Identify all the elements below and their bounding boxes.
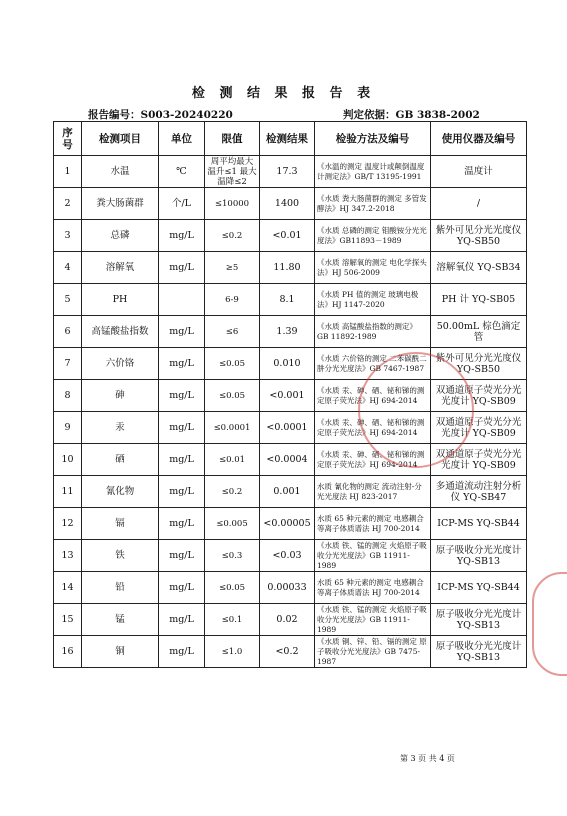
cell-item: 铜 xyxy=(82,636,159,668)
cell-method: 水质 65 种元素的测定 电感耦合等离子体质谱法 HJ 700-2014 xyxy=(315,572,431,604)
table-row xyxy=(54,316,527,348)
cell-item: 镉 xyxy=(82,508,159,540)
cell-result: <0.0004 xyxy=(260,444,315,476)
cell-instrument: 温度计 xyxy=(431,156,527,188)
cell-result: <0.00005 xyxy=(260,508,315,540)
cell-method: 《水质 高锰酸盐指数的测定》GB 11892-1989 xyxy=(315,316,431,348)
cell-method: 《水质 PH 值的测定 玻璃电极法》HJ 1147-2020 xyxy=(315,284,431,316)
cell-result: 8.1 xyxy=(260,284,315,316)
cell-item: PH xyxy=(82,284,159,316)
cell-instrument: 溶解氧仪 YQ-SB34 xyxy=(431,252,527,284)
cell-instrument: 双通道原子荧光分光光度计 YQ-SB09 xyxy=(431,380,527,412)
cell-limit: ≤0.0001 xyxy=(205,412,260,444)
table-row xyxy=(54,508,527,540)
cell-limit: ≥5 xyxy=(205,252,260,284)
cell-unit: mg/L xyxy=(159,412,205,444)
cell-unit: mg/L xyxy=(159,380,205,412)
header-unit: 单位 xyxy=(159,122,205,156)
cell-no: 4 xyxy=(54,252,82,284)
table-row xyxy=(54,220,527,252)
cell-item: 粪大肠菌群 xyxy=(82,188,159,220)
report-title: 检 测 结 果 报 告 表 xyxy=(191,86,376,101)
cell-limit: ≤0.01 xyxy=(205,444,260,476)
cell-limit: ≤10000 xyxy=(205,188,260,220)
cell-limit: ≤1.0 xyxy=(205,636,260,668)
table-row xyxy=(54,188,527,220)
cell-instrument: 紫外可见分光光度仪 YQ-SB50 xyxy=(431,348,527,380)
cell-unit: mg/L xyxy=(159,604,205,636)
table-row xyxy=(54,540,527,572)
cell-no: 2 xyxy=(54,188,82,220)
cell-item: 硒 xyxy=(82,444,159,476)
page-footer: 第 3 页 共 4 页 xyxy=(400,754,455,763)
cell-limit: 周平均最大温升≤1 最大温降≤2 xyxy=(205,156,260,188)
table-row xyxy=(54,156,527,188)
cell-instrument: 紫外可见分光光度仪 YQ-SB50 xyxy=(431,220,527,252)
cell-result: 1.39 xyxy=(260,316,315,348)
cell-instrument: 多通道流动注射分析仪 YQ-SB47 xyxy=(431,476,527,508)
header-method: 检验方法及编号 xyxy=(315,122,431,156)
cell-method: 《水质 铁、锰的测定 火焰原子吸收分光光度法》GB 11911-1989 xyxy=(315,604,431,636)
cell-no: 5 xyxy=(54,284,82,316)
cell-no: 7 xyxy=(54,348,82,380)
cell-no: 1 xyxy=(54,156,82,188)
cell-limit: ≤0.05 xyxy=(205,572,260,604)
cell-result: 11.80 xyxy=(260,252,315,284)
cell-unit: mg/L xyxy=(159,220,205,252)
cell-no: 16 xyxy=(54,636,82,668)
header-result: 检测结果 xyxy=(260,122,315,156)
cell-no: 6 xyxy=(54,316,82,348)
cell-unit: mg/L xyxy=(159,636,205,668)
cell-method: 《水质 溶解氧的测定 电化学探头法》HJ 506-2009 xyxy=(315,252,431,284)
cell-item: 水温 xyxy=(82,156,159,188)
cell-item: 汞 xyxy=(82,412,159,444)
table-row xyxy=(54,636,527,668)
cell-instrument: / xyxy=(431,188,527,220)
cell-item: 高锰酸盐指数 xyxy=(82,316,159,348)
cell-limit: ≤6 xyxy=(205,316,260,348)
cell-method: 《水温的测定 温度计或颠倒温度计测定法》GB/T 13195-1991 xyxy=(315,156,431,188)
cell-result: 0.010 xyxy=(260,348,315,380)
cell-method: 《水质 汞、砷、硒、铋和锑的测定原子荧光法》HJ 694-2014 xyxy=(315,380,431,412)
cell-unit: mg/L xyxy=(159,348,205,380)
cell-result: <0.001 xyxy=(260,380,315,412)
cell-instrument: 原子吸收分光光度计 YQ-SB13 xyxy=(431,540,527,572)
cell-limit: ≤0.005 xyxy=(205,508,260,540)
cell-no: 9 xyxy=(54,412,82,444)
cell-no: 15 xyxy=(54,604,82,636)
cell-item: 铁 xyxy=(82,540,159,572)
cell-no: 8 xyxy=(54,380,82,412)
cell-item: 六价铬 xyxy=(82,348,159,380)
cell-no: 11 xyxy=(54,476,82,508)
table-row xyxy=(54,476,527,508)
table-row xyxy=(54,572,527,604)
cell-instrument: ICP-MS YQ-SB44 xyxy=(431,572,527,604)
report-number: 报告编号：S003-20240220 xyxy=(88,109,233,121)
cell-item: 溶解氧 xyxy=(82,252,159,284)
cell-result: <0.03 xyxy=(260,540,315,572)
cell-result: 0.001 xyxy=(260,476,315,508)
header-instrument: 使用仪器及编号 xyxy=(431,122,527,156)
cell-method: 《水质 六价铬的测定 二苯碳酰二肼分光光度法》GB 7467-1987 xyxy=(315,348,431,380)
cell-item: 锰 xyxy=(82,604,159,636)
cell-method: 《水质 汞、砷、硒、铋和锑的测定原子荧光法》HJ 694-2014 xyxy=(315,444,431,476)
table-row xyxy=(54,252,527,284)
cell-result: <0.0001 xyxy=(260,412,315,444)
cell-result: 0.00033 xyxy=(260,572,315,604)
cell-result: 17.3 xyxy=(260,156,315,188)
cell-item: 氰化物 xyxy=(82,476,159,508)
cell-limit: 6-9 xyxy=(205,284,260,316)
header-limit: 限值 xyxy=(205,122,260,156)
cell-result: 1400 xyxy=(260,188,315,220)
cell-limit: ≤0.2 xyxy=(205,220,260,252)
cell-method: 水质 氰化物的测定 流动注射-分光光度法 HJ 823-2017 xyxy=(315,476,431,508)
cell-method: 《水质 铁、锰的测定 火焰原子吸收分光光度法》GB 11911-1989 xyxy=(315,540,431,572)
cell-no: 10 xyxy=(54,444,82,476)
cell-result: 0.02 xyxy=(260,604,315,636)
cell-result: <0.01 xyxy=(260,220,315,252)
cell-unit xyxy=(159,284,205,316)
cell-no: 14 xyxy=(54,572,82,604)
cell-unit: mg/L xyxy=(159,316,205,348)
cell-unit: mg/L xyxy=(159,508,205,540)
header-no: 序 号 xyxy=(54,122,82,156)
cell-instrument: 双通道原子荧光分光光度计 YQ-SB09 xyxy=(431,444,527,476)
cell-instrument: PH 计 YQ-SB05 xyxy=(431,284,527,316)
cell-unit: mg/L xyxy=(159,252,205,284)
cell-unit: 个/L xyxy=(159,188,205,220)
cell-unit: mg/L xyxy=(159,572,205,604)
edge-seal-stamp xyxy=(532,572,567,676)
judgment-basis: 判定依据：GB 3838-2002 xyxy=(343,109,480,121)
cell-no: 13 xyxy=(54,540,82,572)
cell-result: <0.2 xyxy=(260,636,315,668)
cell-item: 铅 xyxy=(82,572,159,604)
cell-instrument: 原子吸收分光光度计 YQ-SB13 xyxy=(431,604,527,636)
cell-instrument: 双通道原子荧光分光光度计 YQ-SB09 xyxy=(431,412,527,444)
cell-limit: ≤0.05 xyxy=(205,380,260,412)
cell-unit: mg/L xyxy=(159,540,205,572)
cell-limit: ≤0.2 xyxy=(205,476,260,508)
cell-instrument: 50.00mL 棕色滴定管 xyxy=(431,316,527,348)
cell-no: 12 xyxy=(54,508,82,540)
header-item: 检测项目 xyxy=(82,122,159,156)
cell-item: 砷 xyxy=(82,380,159,412)
cell-method: 《水质 铜、锌、铅、镉的测定 原子吸收分光光度法》GB 7475-1987 xyxy=(315,636,431,668)
inspection-seal-stamp xyxy=(358,352,474,468)
cell-instrument: 原子吸收分光光度计 YQ-SB13 xyxy=(431,636,527,668)
cell-item: 总磷 xyxy=(82,220,159,252)
cell-limit: ≤0.1 xyxy=(205,604,260,636)
table-row xyxy=(54,604,527,636)
cell-method: 《水质 总磷的测定 钼酸铵分光光度法》GB11893－1989 xyxy=(315,220,431,252)
table-header-row xyxy=(54,122,527,156)
cell-unit: mg/L xyxy=(159,476,205,508)
cell-unit: ℃ xyxy=(159,156,205,188)
cell-unit: mg/L xyxy=(159,444,205,476)
cell-method: 水质 65 种元素的测定 电感耦合等离子体质谱法 HJ 700-2014 xyxy=(315,508,431,540)
cell-instrument: ICP-MS YQ-SB44 xyxy=(431,508,527,540)
cell-method: 《水质 粪大肠菌群的测定 多管发酵法》HJ 347.2-2018 xyxy=(315,188,431,220)
cell-method: 《水质 汞、砷、硒、铋和锑的测定原子荧光法》HJ 694-2014 xyxy=(315,412,431,444)
cell-limit: ≤0.3 xyxy=(205,540,260,572)
table-row xyxy=(54,284,527,316)
cell-no: 3 xyxy=(54,220,82,252)
cell-limit: ≤0.05 xyxy=(205,348,260,380)
